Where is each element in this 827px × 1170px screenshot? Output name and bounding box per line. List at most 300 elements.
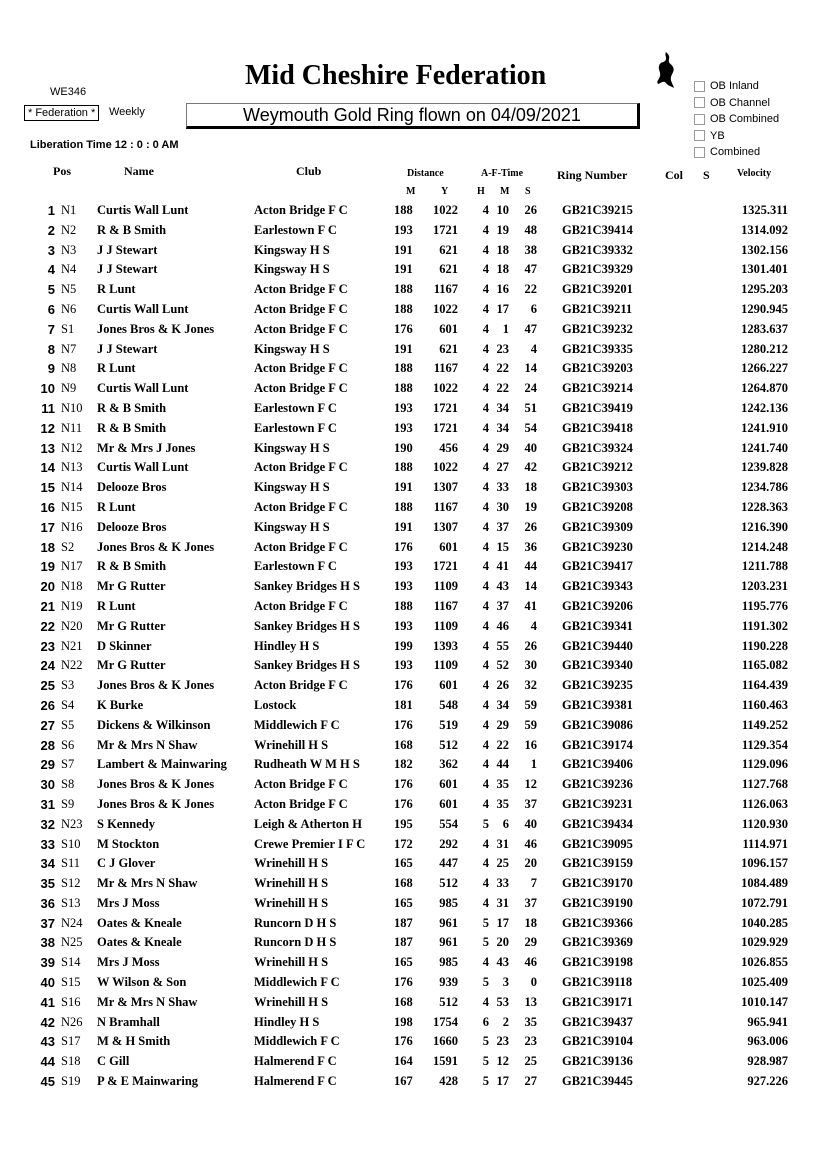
row-club: Halmerend F C [254, 1054, 337, 1069]
row-seconds: 42 [524, 460, 537, 475]
row-ring-number: GB21C39445 [562, 1074, 633, 1089]
row-miles: 193 [394, 618, 413, 633]
table-row [0, 637, 827, 657]
row-miles: 188 [394, 460, 413, 475]
row-ring-number: GB21C39440 [562, 638, 633, 653]
row-yards: 939 [439, 975, 458, 990]
row-hours: 5 [482, 915, 489, 930]
row-yards: 292 [439, 836, 458, 851]
row-name: J J Stewart [97, 341, 158, 356]
row-miles: 176 [394, 777, 413, 792]
table-row [0, 736, 827, 756]
row-minutes: 35 [496, 777, 509, 792]
row-velocity: 1301.401 [741, 262, 788, 277]
row-ring-number: GB21C39170 [562, 876, 633, 891]
row-yards: 601 [439, 321, 458, 336]
row-name: Dickens & Wilkinson [97, 717, 211, 732]
row-yards: 601 [439, 777, 458, 792]
row-seconds: 37 [524, 796, 537, 811]
row-miles: 198 [394, 1014, 413, 1029]
row-section: S1 [61, 321, 75, 336]
race-title: Weymouth Gold Ring flown on 04/09/2021 [186, 103, 640, 129]
row-hours: 4 [482, 777, 489, 792]
row-club: Wrinehill H S [254, 876, 329, 891]
row-hours: 4 [482, 203, 489, 217]
row-seconds: 16 [524, 737, 537, 752]
row-club: Wrinehill H S [254, 737, 329, 752]
row-section: S17 [61, 1034, 81, 1049]
liberation-time: Liberation Time 12 : 0 : 0 AM [30, 139, 179, 151]
row-velocity: 1040.285 [741, 915, 788, 930]
row-pos: 45 [40, 1074, 55, 1090]
row-minutes: 23 [496, 1034, 509, 1049]
row-name: R Lunt [97, 361, 136, 376]
row-minutes: 17 [496, 1074, 509, 1089]
row-section: S10 [61, 836, 81, 851]
row-minutes: 33 [496, 876, 509, 891]
row-pos: 42 [40, 1014, 55, 1030]
row-section: S19 [61, 1074, 81, 1089]
checkbox-icon[interactable] [694, 130, 705, 141]
row-velocity: 1264.870 [741, 381, 788, 396]
row-miles: 176 [394, 1034, 413, 1049]
row-name: Curtis Wall Lunt [97, 203, 189, 217]
row-club: Acton Bridge F C [254, 678, 348, 693]
row-yards: 456 [439, 440, 458, 455]
row-miles: 176 [394, 539, 413, 554]
row-yards: 1167 [433, 361, 458, 376]
row-yards: 621 [439, 341, 458, 356]
header-s: S [703, 168, 710, 182]
row-pos: 4 [47, 262, 55, 278]
row-miles: 188 [394, 381, 413, 396]
row-section: N21 [61, 638, 83, 653]
row-minutes: 30 [496, 499, 509, 514]
row-section: N26 [61, 1014, 83, 1029]
row-ring-number: GB21C39324 [562, 440, 633, 455]
table-row [0, 1032, 827, 1052]
row-name: K Burke [97, 697, 144, 712]
row-yards: 548 [439, 697, 458, 712]
row-velocity: 1325.311 [741, 203, 788, 217]
header-name: Name [124, 164, 154, 178]
row-hours: 4 [482, 796, 489, 811]
row-name: Delooze Bros [97, 480, 167, 495]
checkbox-ob-channel[interactable]: OB Channel [694, 95, 779, 112]
row-velocity: 1290.945 [741, 301, 788, 316]
row-club: Leigh & Atherton H [254, 816, 362, 831]
row-seconds: 36 [524, 539, 537, 554]
row-ring-number: GB21C39417 [562, 559, 633, 574]
row-miles: 191 [394, 519, 413, 534]
row-section: S12 [61, 876, 81, 891]
row-seconds: 48 [524, 222, 537, 237]
table-row [0, 973, 827, 993]
row-club: Kingsway H S [254, 262, 330, 277]
row-pos: 38 [40, 935, 55, 951]
row-seconds: 6 [530, 301, 537, 316]
row-minutes: 17 [496, 915, 509, 930]
row-club: Wrinehill H S [254, 895, 329, 910]
row-yards: 512 [439, 994, 458, 1009]
row-club: Acton Bridge F C [254, 321, 348, 336]
row-name: W Wilson & Son [97, 975, 187, 990]
row-minutes: 29 [496, 717, 509, 732]
row-velocity: 1160.463 [741, 697, 788, 712]
row-hours: 4 [482, 836, 489, 851]
row-seconds: 27 [524, 1074, 537, 1089]
row-section: N9 [61, 381, 77, 396]
row-pos: 31 [40, 796, 55, 812]
header-hours: H [477, 186, 485, 197]
row-yards: 985 [439, 955, 458, 970]
header-yards: Y [441, 186, 449, 197]
table-row [0, 419, 827, 439]
row-section: S15 [61, 975, 81, 990]
row-ring-number: GB21C39366 [562, 915, 633, 930]
row-hours: 4 [482, 321, 489, 336]
row-club: Halmerend F C [254, 1074, 337, 1089]
row-seconds: 59 [524, 697, 537, 712]
row-pos: 34 [40, 856, 55, 872]
row-ring-number: GB21C39136 [562, 1054, 633, 1069]
row-seconds: 35 [524, 1014, 537, 1029]
row-minutes: 6 [502, 816, 509, 831]
row-miles: 181 [394, 697, 413, 712]
row-pos: 6 [47, 301, 55, 317]
header-pos: Pos [53, 164, 71, 178]
row-hours: 4 [482, 559, 489, 574]
row-ring-number: GB21C39340 [562, 658, 633, 673]
row-section: S8 [61, 777, 75, 792]
header-seconds: S [525, 186, 531, 197]
row-hours: 5 [482, 816, 489, 831]
row-yards: 1393 [433, 638, 458, 653]
row-minutes: 35 [496, 796, 509, 811]
row-name: Curtis Wall Lunt [97, 460, 189, 475]
row-miles: 188 [394, 499, 413, 514]
table-row [0, 874, 827, 894]
row-club: Crewe Premier I F C [254, 836, 366, 851]
header-minutes: M [500, 186, 510, 197]
row-hours: 4 [482, 717, 489, 732]
row-hours: 4 [482, 460, 489, 475]
row-hours: 4 [482, 955, 489, 970]
row-seconds: 40 [524, 440, 537, 455]
row-section: N23 [61, 816, 83, 831]
table-row [0, 676, 827, 696]
row-pos: 27 [40, 717, 55, 733]
row-name: R & B Smith [97, 420, 167, 435]
row-miles: 191 [394, 480, 413, 495]
row-section: N7 [61, 341, 77, 356]
row-hours: 4 [482, 598, 489, 613]
row-club: Acton Bridge F C [254, 282, 348, 297]
table-row [0, 300, 827, 320]
row-club: Earlestown F C [254, 559, 337, 574]
row-yards: 1022 [433, 460, 458, 475]
row-name: Mr & Mrs N Shaw [97, 994, 198, 1009]
row-minutes: 2 [502, 1014, 509, 1029]
row-pos: 30 [40, 777, 55, 793]
row-name: Curtis Wall Lunt [97, 381, 189, 396]
checkbox-icon[interactable] [694, 147, 705, 158]
table-row [0, 1052, 827, 1072]
row-yards: 519 [439, 717, 458, 732]
row-yards: 512 [439, 737, 458, 752]
row-pos: 25 [40, 678, 55, 694]
federation-label: * Federation * [24, 105, 99, 121]
checkbox-yb[interactable]: YB [694, 128, 779, 145]
header-club: Club [296, 164, 322, 178]
row-pos: 19 [40, 559, 55, 575]
row-name: Mr & Mrs N Shaw [97, 876, 198, 891]
row-ring-number: GB21C39381 [562, 697, 633, 712]
row-hours: 4 [482, 579, 489, 594]
row-hours: 4 [482, 856, 489, 871]
row-minutes: 18 [496, 242, 509, 257]
row-club: Sankey Bridges H S [254, 579, 360, 594]
row-yards: 601 [439, 539, 458, 554]
row-pos: 12 [40, 420, 55, 436]
row-club: Acton Bridge F C [254, 598, 348, 613]
row-minutes: 12 [496, 1054, 509, 1069]
row-ring-number: GB21C39303 [562, 480, 633, 495]
row-pos: 14 [40, 460, 55, 476]
row-velocity: 1029.929 [741, 935, 788, 950]
row-miles: 193 [394, 420, 413, 435]
row-hours: 4 [482, 737, 489, 752]
row-hours: 5 [482, 1074, 489, 1089]
row-pos: 23 [40, 638, 55, 654]
checkbox-icon[interactable] [694, 81, 705, 92]
row-yards: 1167 [433, 598, 458, 613]
row-yards: 1721 [433, 559, 458, 574]
row-velocity: 1211.788 [741, 559, 788, 574]
row-yards: 1022 [433, 301, 458, 316]
row-club: Wrinehill H S [254, 856, 329, 871]
row-miles: 172 [394, 836, 413, 851]
row-minutes: 34 [496, 400, 509, 415]
row-hours: 4 [482, 440, 489, 455]
row-name: Oates & Kneale [97, 915, 182, 930]
row-miles: 188 [394, 203, 413, 217]
table-row [0, 597, 827, 617]
row-miles: 165 [394, 895, 413, 910]
checkbox-ob-inland[interactable]: OB Inland [694, 78, 779, 95]
row-velocity: 928.987 [747, 1054, 788, 1069]
row-club: Acton Bridge F C [254, 777, 348, 792]
table-row [0, 280, 827, 300]
row-minutes: 41 [496, 559, 509, 574]
row-name: S Kennedy [97, 816, 156, 831]
table-row [0, 914, 827, 934]
row-minutes: 43 [496, 955, 509, 970]
row-yards: 1721 [433, 400, 458, 415]
row-yards: 1721 [433, 420, 458, 435]
table-row [0, 1013, 827, 1033]
row-hours: 4 [482, 757, 489, 772]
row-pos: 15 [40, 480, 55, 496]
row-minutes: 23 [496, 341, 509, 356]
row-ring-number: GB21C39171 [562, 994, 633, 1009]
row-name: Delooze Bros [97, 519, 167, 534]
row-name: Mr G Rutter [97, 579, 166, 594]
row-seconds: 14 [524, 361, 537, 376]
row-pos: 8 [47, 341, 55, 357]
row-ring-number: GB21C39309 [562, 519, 633, 534]
row-name: Mr & Mrs N Shaw [97, 737, 198, 752]
row-seconds: 46 [524, 955, 537, 970]
table-row [0, 458, 827, 478]
row-hours: 4 [482, 361, 489, 376]
row-section: S16 [61, 994, 81, 1009]
row-name: Jones Bros & K Jones [97, 777, 215, 792]
row-ring-number: GB21C39230 [562, 539, 633, 554]
row-minutes: 3 [502, 975, 509, 990]
row-club: Acton Bridge F C [254, 381, 348, 396]
row-miles: 176 [394, 321, 413, 336]
row-minutes: 46 [496, 618, 509, 633]
row-velocity: 1239.828 [741, 460, 788, 475]
row-yards: 1307 [433, 519, 458, 534]
row-seconds: 40 [524, 816, 537, 831]
row-club: Earlestown F C [254, 420, 337, 435]
row-section: N18 [61, 579, 83, 594]
row-club: Acton Bridge F C [254, 361, 348, 376]
row-section: N13 [61, 460, 83, 475]
row-miles: 190 [394, 440, 413, 455]
row-seconds: 18 [524, 480, 537, 495]
row-hours: 4 [482, 222, 489, 237]
table-row [0, 775, 827, 795]
row-club: Wrinehill H S [254, 955, 329, 970]
row-club: Hindley H S [254, 1014, 320, 1029]
row-section: S5 [61, 717, 75, 732]
row-velocity: 965.941 [747, 1014, 788, 1029]
row-minutes: 10 [496, 203, 509, 217]
row-name: Mr G Rutter [97, 658, 166, 673]
row-miles: 165 [394, 856, 413, 871]
row-pos: 24 [40, 658, 55, 674]
row-seconds: 59 [524, 717, 537, 732]
row-miles: 168 [394, 876, 413, 891]
row-name: R & B Smith [97, 400, 167, 415]
row-pos: 5 [47, 282, 55, 298]
row-minutes: 43 [496, 579, 509, 594]
row-miles: 168 [394, 737, 413, 752]
row-section: N24 [61, 915, 83, 930]
table-row [0, 755, 827, 775]
row-pos: 13 [40, 440, 55, 456]
row-miles: 193 [394, 222, 413, 237]
row-miles: 191 [394, 341, 413, 356]
row-section: S14 [61, 955, 81, 970]
row-section: N6 [61, 301, 77, 316]
row-velocity: 1241.910 [741, 420, 788, 435]
row-section: S4 [61, 697, 75, 712]
table-row [0, 260, 827, 280]
row-miles: 193 [394, 559, 413, 574]
row-seconds: 37 [524, 895, 537, 910]
row-ring-number: GB21C39198 [562, 955, 633, 970]
row-minutes: 22 [496, 737, 509, 752]
row-miles: 188 [394, 282, 413, 297]
row-section: N12 [61, 440, 83, 455]
row-name: R Lunt [97, 499, 136, 514]
row-name: R Lunt [97, 598, 136, 613]
row-velocity: 1195.776 [741, 598, 788, 613]
row-ring-number: GB21C39212 [562, 460, 633, 475]
checkbox-ob-combined[interactable]: OB Combined [694, 111, 779, 128]
row-minutes: 29 [496, 440, 509, 455]
row-yards: 1167 [433, 499, 458, 514]
row-minutes: 15 [496, 539, 509, 554]
row-club: Rudheath W M H S [254, 757, 360, 772]
row-section: N17 [61, 559, 83, 574]
row-velocity: 1216.390 [741, 519, 788, 534]
row-hours: 4 [482, 658, 489, 673]
row-club: Middlewich F C [254, 717, 340, 732]
row-hours: 4 [482, 895, 489, 910]
checkbox-icon[interactable] [694, 97, 705, 108]
header-miles: M [406, 186, 416, 197]
row-velocity: 1025.409 [741, 975, 788, 990]
row-minutes: 26 [496, 678, 509, 693]
row-yards: 1167 [433, 282, 458, 297]
row-name: M & H Smith [97, 1034, 171, 1049]
row-seconds: 0 [530, 975, 537, 990]
row-seconds: 54 [524, 420, 537, 435]
row-hours: 4 [482, 618, 489, 633]
row-hours: 4 [482, 994, 489, 1009]
row-yards: 1109 [433, 579, 458, 594]
row-velocity: 1190.228 [741, 638, 788, 653]
row-section: N10 [61, 400, 83, 415]
table-row [0, 221, 827, 241]
row-velocity: 1114.971 [742, 836, 788, 851]
row-name: Mr & Mrs J Jones [97, 440, 196, 455]
checkbox-combined[interactable]: Combined [694, 144, 779, 161]
row-pos: 39 [40, 955, 55, 971]
row-miles: 176 [394, 717, 413, 732]
row-pos: 10 [40, 381, 55, 397]
row-yards: 601 [439, 678, 458, 693]
row-miles: 199 [394, 638, 413, 653]
row-hours: 4 [482, 519, 489, 534]
row-ring-number: GB21C39235 [562, 678, 633, 693]
row-club: Acton Bridge F C [254, 460, 348, 475]
row-section: N25 [61, 935, 83, 950]
table-row [0, 577, 827, 597]
checkbox-icon[interactable] [694, 114, 705, 125]
row-minutes: 31 [496, 836, 509, 851]
row-section: N4 [61, 262, 77, 277]
row-hours: 5 [482, 1034, 489, 1049]
row-ring-number: GB21C39406 [562, 757, 633, 772]
row-pos: 29 [40, 757, 55, 773]
row-name: C J Glover [97, 856, 156, 871]
row-club: Sankey Bridges H S [254, 658, 360, 673]
row-hours: 4 [482, 420, 489, 435]
row-pos: 32 [40, 816, 55, 832]
row-club: Hindley H S [254, 638, 320, 653]
row-name: Oates & Kneale [97, 935, 182, 950]
table-row [0, 320, 827, 340]
table-row [0, 716, 827, 736]
row-hours: 4 [482, 638, 489, 653]
row-ring-number: GB21C39232 [562, 321, 633, 336]
